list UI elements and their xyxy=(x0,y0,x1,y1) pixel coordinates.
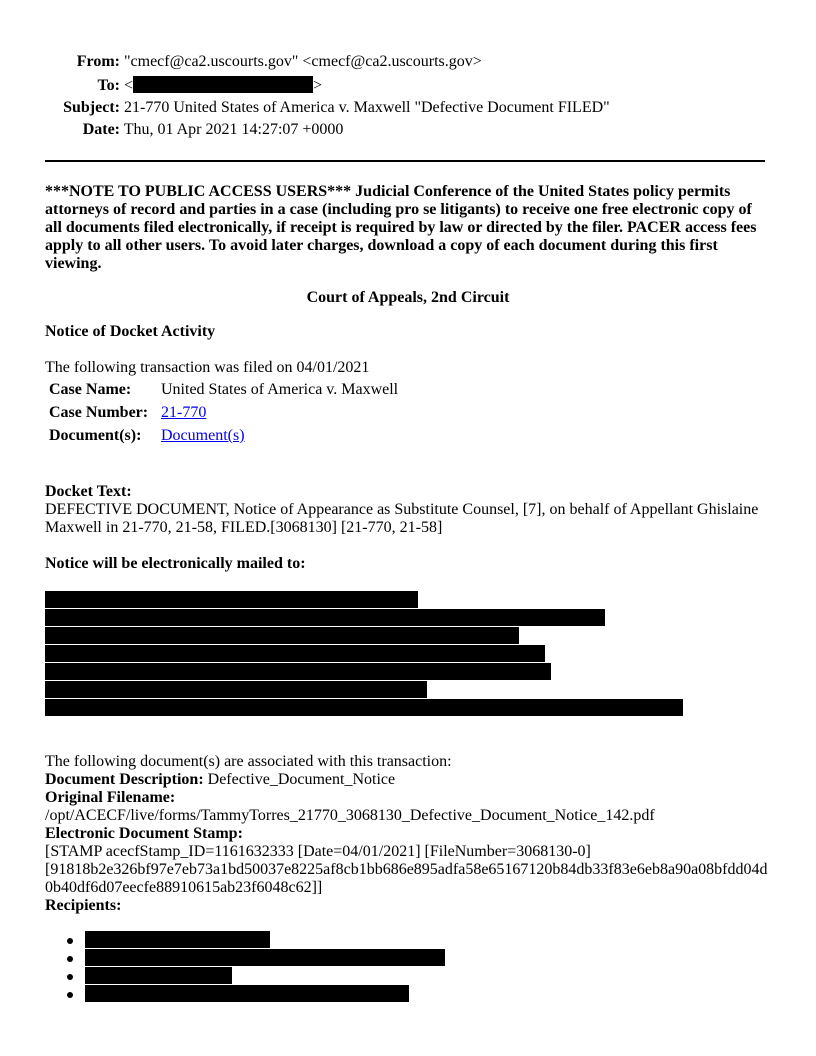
description-value: Defective_Document_Notice xyxy=(207,771,396,788)
case-name-value: United States of America v. Maxwell xyxy=(161,381,399,398)
bullet-icon xyxy=(67,956,73,962)
bullet-icon xyxy=(67,992,73,998)
docket-text: DEFECTIVE DOCUMENT, Notice of Appearance as Substitute Counsel, [7], on behalf of Appellant Ghislaine Maxwell in 21-770, 21-58, FILED.[3068130] [21-770, 21-58] xyxy=(45,501,759,536)
case-name-label: Case Name: xyxy=(49,381,132,398)
stamp-label: Electronic Document Stamp: xyxy=(45,825,243,842)
redaction-bar xyxy=(85,949,445,966)
transaction-text: The following transaction was filed on 04/01/2021 xyxy=(45,359,370,376)
redaction-bar xyxy=(45,591,418,608)
documents-row xyxy=(49,427,245,445)
stamp-line: [STAMP acecfStamp_ID=1161632333 [Date=04/01/2021] [FileNumber=3068130-0] xyxy=(45,843,591,860)
bullet-icon xyxy=(67,974,73,980)
public-access-notice: ***NOTE TO PUBLIC ACCESS USERS*** Judicial Conference of the United States policy permits attorneys of record and parties in a case (including pro se litigants) to receive one free electronic copy of all documents filed electronically, if receipt is required by law or directed by the filer. PACER access fees apply to all other users. To avoid later charges, download a copy of each document during this first viewing. xyxy=(45,183,757,272)
redaction-bar xyxy=(45,645,545,662)
redaction-bar xyxy=(45,627,519,644)
case-number-label: Case Number: xyxy=(49,404,149,421)
to-label: To: xyxy=(97,77,120,94)
bullet-icon xyxy=(67,938,73,944)
subject-label: Subject: xyxy=(63,99,120,116)
redaction-bar xyxy=(45,681,427,698)
filename-label: Original Filename: xyxy=(45,789,176,806)
document-details xyxy=(45,753,775,915)
redaction-bar xyxy=(85,931,270,948)
mailed-label: Notice will be electronically mailed to: xyxy=(45,555,306,572)
redaction-bar xyxy=(85,967,232,984)
date-label: Date: xyxy=(82,121,120,138)
case-name-row xyxy=(49,381,398,399)
subject-value: 21-770 United States of America v. Maxwell "Defective Document FILED" xyxy=(124,99,610,116)
date-value: Thu, 01 Apr 2021 14:27:07 +0000 xyxy=(123,121,344,138)
to-close: > xyxy=(313,77,323,94)
redaction-bar xyxy=(133,76,313,93)
documents-label: Document(s): xyxy=(49,427,142,444)
redaction-bar xyxy=(45,609,605,626)
from-value: "cmecf@ca2.uscourts.gov" <cmecf@ca2.uscourts.gov> xyxy=(124,53,482,70)
stamp-line: [91818b2e326bf97e7eb73a1bd50037e8225af8cb1bb686e895adfa58e65167120b84db33f83e6eb8a90a08bfdd04d xyxy=(45,861,768,878)
documents-link[interactable]: Document(s) xyxy=(161,427,245,444)
filename-value: /opt/ACECF/live/forms/TammyTorres_21770_3068130_Defective_Document_Notice_142.pdf xyxy=(45,807,655,824)
court-title: Court of Appeals, 2nd Circuit xyxy=(306,289,510,306)
to-open: < xyxy=(124,77,134,94)
redaction-bar xyxy=(85,985,409,1002)
from-line xyxy=(0,53,816,71)
description-line xyxy=(45,771,775,789)
docket-text-label: Docket Text: xyxy=(45,483,132,500)
from-label: From: xyxy=(76,53,120,70)
description-label: Document Description: xyxy=(45,771,204,788)
to-line xyxy=(0,76,816,95)
redaction-bar xyxy=(45,699,683,716)
case-number-row xyxy=(49,404,206,422)
subject-line xyxy=(0,99,816,117)
case-number-link[interactable]: 21-770 xyxy=(161,404,207,421)
activity-title: Notice of Docket Activity xyxy=(45,323,216,340)
recipients-label: Recipients: xyxy=(45,897,122,914)
docs-intro: The following document(s) are associated with this transaction: xyxy=(45,753,452,770)
redaction-bar xyxy=(45,663,551,680)
stamp-line: 0b40df6d07eecfe88910615ab23f6048c62]] xyxy=(45,879,323,896)
divider xyxy=(45,160,765,162)
date-line xyxy=(0,121,816,139)
